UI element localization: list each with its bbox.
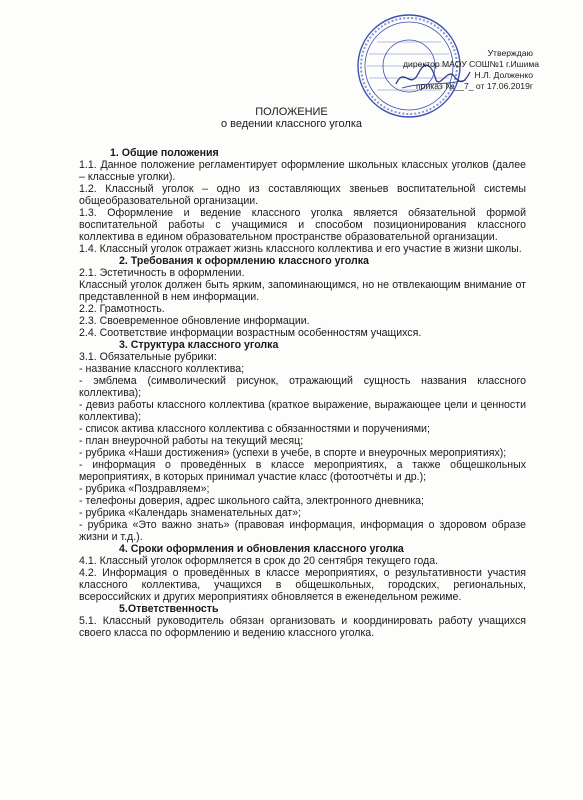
paragraph: - девиз работы классного коллектива (краткое выражение, выражающее цели и ценности коллектива); xyxy=(79,399,526,423)
paragraph: - информация о проведённых в классе мероприятиях, а также общешкольных мероприятиях, в которых принимал участие класс (фотоотчёты и др.); xyxy=(79,459,526,483)
approval-line: приказ №__7_ от 17.06.2019г xyxy=(416,81,533,91)
paragraph: 3.1. Обязательные рубрики: xyxy=(79,351,217,363)
paragraph: Классный уголок должен быть ярким, запоминающимся, но не отвлекающим внимание от представленной в нем информации. xyxy=(79,279,526,303)
approval-line: Н.Л. Долженко xyxy=(474,70,533,80)
document-body xyxy=(79,147,526,639)
paragraph: 2.1. Эстетичность в оформлении. xyxy=(79,267,245,279)
paragraph: 2.4. Соответствие информации возрастным особенностям учащихся. xyxy=(79,327,422,339)
approval-line: Утверждаю xyxy=(487,48,533,58)
paragraph: 1.4. Классный уголок отражает жизнь классного коллектива и его участие в жизни школы. xyxy=(79,243,522,255)
paragraph: 5.1. Классный руководитель обязан организовать и координировать работу учащихся своего класса по оформлению и ведению классного уголка. xyxy=(79,615,526,639)
paragraph: 4.1. Классный уголок оформляется в срок до 20 сентября текущего года. xyxy=(79,555,439,567)
paragraph: - телефоны доверия, адрес школьного сайта, электронного дневника; xyxy=(79,495,424,507)
paragraph: - эмблема (символический рисунок, отражающий сущность названия классного коллектива); xyxy=(79,375,526,399)
paragraph: - рубрика «Поздравляем»; xyxy=(79,483,210,495)
section-heading: 4. Сроки оформления и обновления классного уголка xyxy=(119,543,404,555)
paragraph: 2.2. Грамотность. xyxy=(79,303,165,315)
document-title: ПОЛОЖЕНИЕ xyxy=(255,106,328,118)
approval-line: директор МАОУ СОШ№1 г.Ишима xyxy=(403,59,540,69)
section-heading: 5.Ответственность xyxy=(119,603,219,615)
section-heading: 2. Требования к оформлению классного уголка xyxy=(119,255,369,267)
paragraph: - рубрика «Календарь знаменательных дат»; xyxy=(79,507,302,519)
section-heading: 1. Общие положения xyxy=(110,147,219,159)
paragraph: - список актива классного коллектива с обязанностями и поручениями; xyxy=(79,423,430,435)
paragraph: 4.2. Информация о проведённых в классе мероприятиях, о результативности участия классного коллектива, учащихся в общешкольных, городских, региональных, всероссийских и других мероприятиях обновляется в еженедельном режиме. xyxy=(79,567,526,603)
document-subtitle: о ведении классного уголка xyxy=(220,118,363,130)
approval-block xyxy=(403,48,540,92)
paragraph: 1.2. Классный уголок – одно из составляющих звеньев воспитательной системы общеобразовательной организации. xyxy=(79,183,526,207)
paragraph: 1.1. Данное положение регламентирует оформление школьных классных уголков (далее – классные уголки). xyxy=(79,159,526,183)
section-heading: 3. Структура классного уголка xyxy=(119,339,279,351)
paragraph: 2.3. Своевременное обновление информации. xyxy=(79,315,310,327)
paragraph: - название классного коллектива; xyxy=(79,363,245,375)
paragraph: - рубрика «Это важно знать» (правовая информация, информация о здоровом образе жизни и т.д.). xyxy=(79,519,526,543)
paragraph: 1.3. Оформление и ведение классного уголка является обязательной формой воспитательной работы с учащимися и способом позиционирования классного коллектива в едином образовательном пространстве образовательной организации. xyxy=(79,207,526,243)
paragraph: - рубрика «Наши достижения» (успехи в учебе, в спорте и внеурочных мероприятиях); xyxy=(79,447,507,459)
paragraph: - план внеурочной работы на текущий месяц; xyxy=(79,435,304,447)
